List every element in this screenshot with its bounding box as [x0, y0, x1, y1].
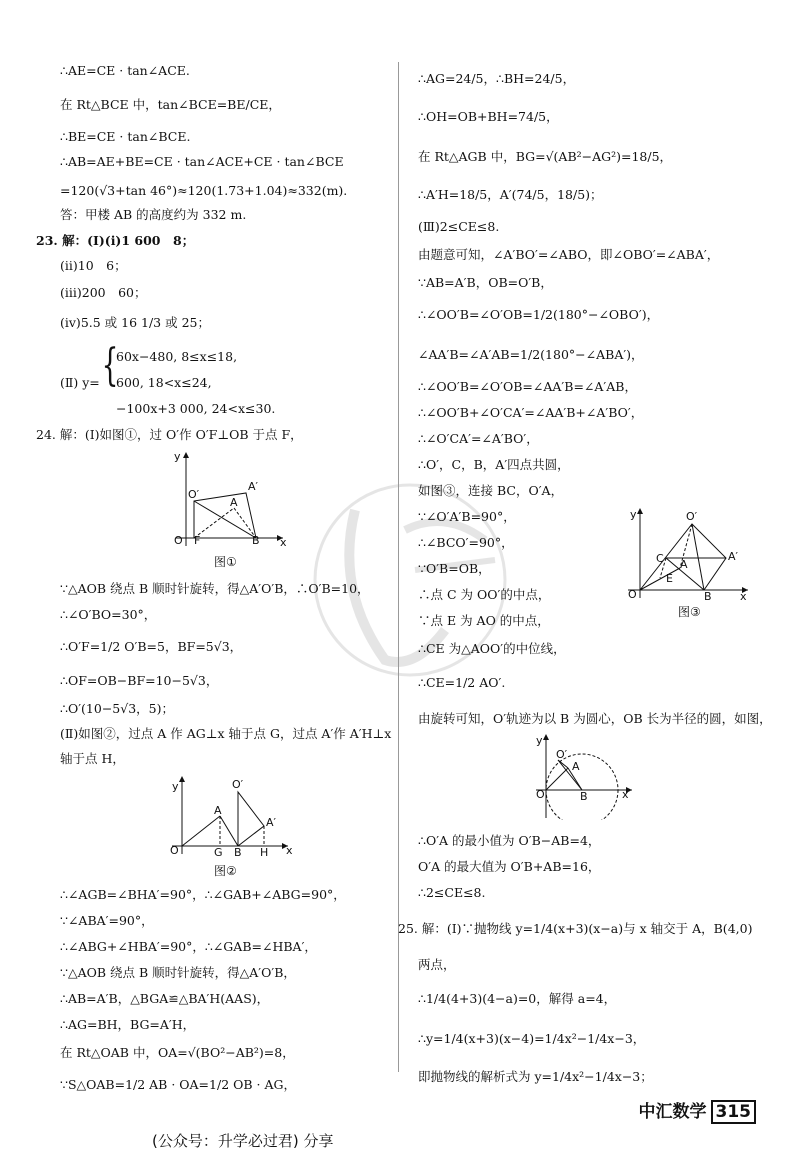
text-line: ∴∠OO′B=∠O′OB=∠AA′B=∠A′AB，: [418, 379, 637, 394]
text-line: ∴O′(10−5√3，5)；: [60, 701, 174, 716]
text-line: ∴O′，C，B，A′四点共圆，: [418, 457, 570, 472]
text-line: (Ⅲ)2≤CE≤8.: [418, 219, 500, 234]
point-label-o-prime: O′: [686, 510, 698, 523]
page-number: 315: [711, 1100, 757, 1124]
footer-note: (公众号：升学必过君) 分享: [152, 1132, 334, 1150]
text-line: (ⅲ)200 60；: [60, 285, 147, 300]
text-line: ∴2≤CE≤8.: [418, 885, 486, 900]
problem-24-heading: 24. 解：(Ⅰ)如图①，过 O′作 O′F⊥OB 于点 F，: [36, 427, 303, 442]
point-label-h: H: [260, 846, 269, 859]
text-line: ∴A′H=18/5，A′(74/5，18/5)；: [418, 187, 603, 202]
text-line: 由旋转可知，O′轨迹为以 B 为圆心，OB 长为半径的圆，如图，: [418, 711, 772, 726]
footer-brand: [639, 1097, 757, 1122]
point-label-c: C: [656, 552, 664, 565]
text-line: ∵点 E 为 AO 的中点，: [418, 613, 550, 628]
point-label-b: B: [234, 846, 242, 859]
text-line: (ⅳ)5.5 或 16 1/3 或 25；: [60, 315, 210, 330]
point-label-o-prime: O′: [188, 488, 200, 501]
text-line: ∴∠O′CA′=∠A′BO′，: [418, 431, 539, 446]
text-line: 在 Rt△AGB 中，BG=√(AB²−AG²)=18/5，: [418, 149, 673, 164]
text-line: ∴∠AGB=∠BHA′=90°，∴∠GAB+∠ABG=90°，: [60, 887, 346, 902]
point-label-o: O: [174, 534, 183, 547]
point-label-a-prime: A′: [248, 480, 259, 493]
point-label-b: B: [252, 534, 260, 547]
point-label-a-prime: A′: [728, 550, 739, 563]
figure-1: [168, 448, 288, 548]
text-line: O′A 的最大值为 O′B+AB=16，: [418, 859, 601, 874]
piecewise-label: (Ⅱ) y=: [60, 375, 100, 390]
text-line: (ⅱ)10 6；: [60, 258, 127, 273]
point-label-o-prime: O′: [232, 778, 244, 791]
text-line: 由题意可知，∠A′BO′=∠ABO，即∠OBO′=∠ABA′，: [418, 247, 720, 262]
axis-label-y: y: [630, 508, 637, 521]
text-line: −100x+3 000, 24<x≤30.: [116, 401, 276, 416]
point-label-a-prime: A′: [266, 816, 277, 829]
text-line: 600, 18<x≤24,: [116, 375, 212, 390]
point-label-g: G: [214, 846, 223, 859]
brand-name: 中汇数学: [638, 1102, 707, 1122]
text-line: ∵∠O′A′B=90°，: [418, 509, 516, 524]
text-line: ∴CE 为△AOO′的中位线，: [418, 641, 566, 656]
text-line: ∴O′A 的最小值为 O′B−AB=4，: [418, 833, 601, 848]
point-label-o: O: [536, 788, 545, 801]
text-line: ∴AB=A′B，△BGA≌△BA′H(AAS)，: [60, 991, 270, 1006]
axis-label-x: x: [622, 788, 629, 801]
axis-label-x: x: [286, 844, 293, 857]
point-label-a: A: [214, 804, 222, 817]
point-label-e: E: [666, 572, 673, 585]
figure-3: [624, 506, 752, 602]
point-label-o: O: [170, 844, 179, 857]
axis-label-x: x: [740, 590, 747, 603]
text-line: 轴于点 H，: [60, 751, 125, 766]
text-line: ∴1/4(4+3)(4−a)=0，解得 a=4，: [418, 991, 617, 1006]
point-label-a: A: [230, 496, 238, 509]
text-line: ∴AB=AE+BE=CE · tan∠ACE+CE · tan∠BCE: [60, 154, 344, 169]
text-line: ∵AB=A′B，OB=O′B，: [418, 275, 553, 290]
figure-circle: [532, 734, 636, 820]
text-line: ∵O′B=OB，: [418, 561, 491, 576]
point-label-b: B: [704, 590, 712, 603]
text-line: 在 Rt△BCE 中，tan∠BCE=BE/CE，: [60, 97, 281, 112]
text-line: ∴y=1/4(x+3)(x−4)=1/4x²−1/4x−3，: [418, 1031, 646, 1046]
figure-1-caption: 图①: [214, 555, 237, 569]
text-line: ∴O′F=1/2 O′B=5，BF=5√3，: [60, 639, 243, 654]
text-line: ∴∠OO′B=∠O′OB=1/2(180°−∠OBO′)，: [418, 307, 660, 322]
text-line: ∴CE=1/2 AO′.: [418, 675, 506, 690]
text-line: ∴OH=OB+BH=74/5，: [418, 109, 559, 124]
text-line: 60x−480, 8≤x≤18,: [116, 349, 238, 364]
text-line: ∵△AOB 绕点 B 顺时针旋转，得△A′O′B，∴O′B=10，: [60, 581, 370, 596]
text-line: ∠AA′B=∠A′AB=1/2(180°−∠ABA′)，: [418, 347, 644, 362]
axis-label-y: y: [536, 734, 543, 747]
text-line: ∴AG=24/5，∴BH=24/5，: [418, 71, 576, 86]
text-line: ∴∠OO′B+∠O′CA′=∠AA′B+∠A′BO′，: [418, 405, 644, 420]
text-line: (Ⅱ)如图②，过点 A 作 AG⊥x 轴于点 G，过点 A′作 A′H⊥x: [60, 726, 392, 741]
axis-label-x: x: [280, 536, 287, 549]
figure-2-caption: 图②: [214, 864, 237, 878]
text-line: ∴点 C 为 OO′的中点，: [418, 587, 551, 602]
text-line: ∴AG=BH，BG=A′H，: [60, 1017, 196, 1032]
point-label-a: A: [680, 558, 688, 571]
axis-label-y: y: [172, 780, 179, 793]
point-label-o: O: [628, 588, 637, 601]
text-line: 即抛物线的解析式为 y=1/4x²−1/4x−3；: [418, 1069, 653, 1084]
problem-23-heading: 23. 解：(Ⅰ)(ⅰ)1 600 8；: [36, 233, 195, 248]
text-line: ∴OF=OB−BF=10−5√3，: [60, 673, 219, 688]
text-line: ∵△AOB 绕点 B 顺时针旋转，得△A′O′B，: [60, 965, 296, 980]
problem-25-heading: 25. 解：(Ⅰ)∵抛物线 y=1/4(x+3)(x−a)与 x 轴交于 A，B(4,0): [398, 921, 753, 936]
text-line: 两点，: [418, 957, 456, 972]
point-label-a: A: [572, 760, 580, 773]
text-line: 答：甲楼 AB 的高度约为 332 m.: [60, 207, 247, 222]
text-line: ∵S△OAB=1/2 AB · OA=1/2 OB · AG，: [60, 1077, 296, 1092]
text-line: ∴∠BCO′=90°，: [418, 535, 514, 550]
point-label-o-prime: O′: [556, 748, 568, 761]
text-line: ∴∠O′BO=30°，: [60, 607, 157, 622]
text-line: ∴BE=CE · tan∠BCE.: [60, 129, 191, 144]
text-line: 如图③，连接 BC，O′A，: [418, 483, 564, 498]
figure-3-caption: 图③: [678, 605, 701, 619]
text-line: ∴AE=CE · tan∠ACE.: [60, 63, 190, 78]
piecewise-brace: {: [101, 340, 119, 391]
point-label-b: B: [580, 790, 588, 803]
text-line: ∵∠ABA′=90°，: [60, 913, 154, 928]
figure-2: [168, 772, 292, 858]
point-label-f: F: [194, 534, 201, 547]
text-line: =120(√3+tan 46°)≈120(1.73+1.04)≈332(m).: [60, 183, 348, 198]
text-line: ∴∠ABG+∠HBA′=90°，∴∠GAB=∠HBA′，: [60, 939, 317, 954]
axis-label-y: y: [174, 450, 181, 463]
text-line: 在 Rt△OAB 中，OA=√(BO²−AB²)=8，: [60, 1045, 295, 1060]
